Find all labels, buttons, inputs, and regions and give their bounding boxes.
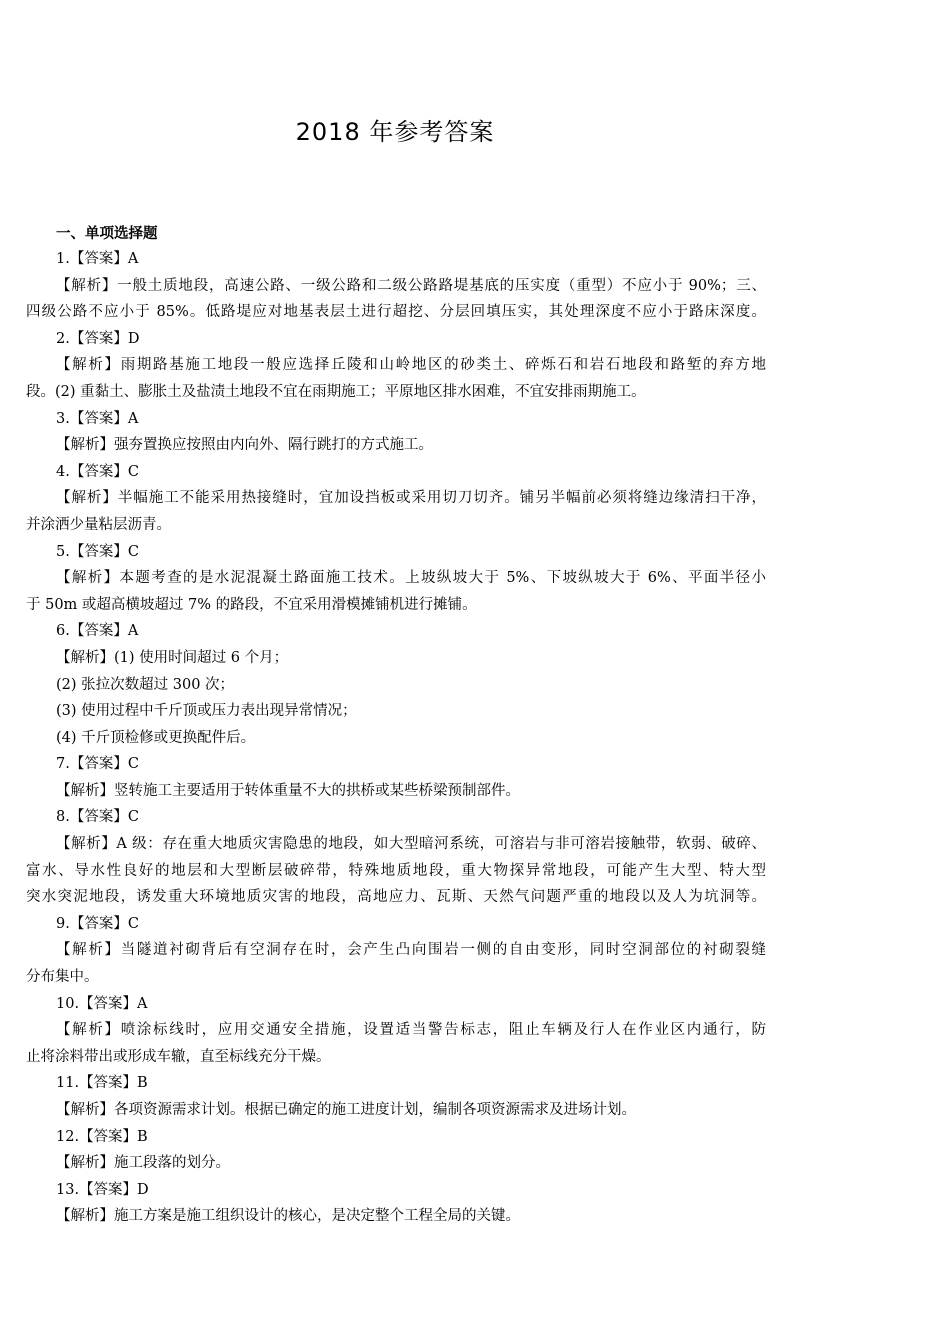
answer-line: 11.【答案】B	[56, 1075, 148, 1092]
explanation-line: 【解析】施工段落的划分。	[56, 1155, 230, 1172]
answer-line: 13.【答案】D	[56, 1181, 149, 1198]
explanation-line: 【解析】喷涂标线时，应用交通安全措施，设置适当警告标志，阻止车辆及行人在作业区内通行，防	[56, 1022, 766, 1039]
explanation-line: (3) 使用过程中千斤顶或压力表出现异常情况；	[56, 703, 357, 720]
answer-line: 10.【答案】A	[56, 995, 148, 1012]
answer-line: 3.【答案】A	[56, 410, 139, 427]
answer-line: 7.【答案】C	[56, 756, 139, 773]
explanation-line: 【解析】本题考查的是水泥混凝土路面施工技术。上坡纵坡大于 5%、下坡纵坡大于 6%、平面半径小	[56, 570, 766, 587]
page-title: 2018 年参考答案	[295, 118, 495, 146]
explanation-line: 四级公路不应小于 85%。低路堤应对地基表层土进行超挖、分层回填压实，其处理深度不应小于路床深度。	[26, 304, 766, 321]
section-heading: 一、单项选择题	[56, 226, 158, 242]
answer-line: 9.【答案】C	[56, 915, 139, 932]
explanation-line: 分布集中。	[26, 969, 99, 986]
explanation-line: 【解析】一般土质地段，高速公路、一级公路和二级公路路堤基底的压实度（重型）不应小于 90%；三、	[56, 277, 766, 294]
explanation-line: 突水突泥地段，诱发重大环境地质灾害的地段，高地应力、瓦斯、天然气问题严重的地段以及人为坑洞等。	[26, 889, 766, 906]
answer-line: 1.【答案】A	[56, 251, 139, 267]
explanation-line: 并涂洒少量粘层沥青。	[26, 516, 171, 533]
answer-list	[26, 246, 766, 1230]
explanation-line: 【解析】强夯置换应按照由内向外、隔行跳打的方式施工。	[56, 437, 433, 454]
explanation-line: 【解析】各项资源需求计划。根据已确定的施工进度计划，编制各项资源需求及进场计划。	[56, 1102, 636, 1118]
explanation-line: 【解析】施工方案是施工组织设计的核心，是决定整个工程全局的关键。	[56, 1208, 520, 1225]
answer-line: 4.【答案】C	[56, 463, 139, 480]
explanation-line: 段。(2) 重黏土、膨胀土及盐渍土地段不宜在雨期施工；平原地区排水困难，不宜安排雨期施工。	[26, 383, 646, 400]
explanation-line: 【解析】(1) 使用时间超过 6 个月；	[56, 649, 289, 666]
answer-line: 2.【答案】D	[56, 330, 140, 347]
explanation-line: 于 50m 或超高横坡超过 7% 的路段，不宜采用滑模摊铺机进行摊铺。	[26, 596, 477, 613]
explanation-line: (4) 千斤顶检修或更换配件后。	[56, 729, 256, 746]
explanation-line: 止将涂料带出或形成车辙，直至标线充分干燥。	[26, 1048, 331, 1065]
answer-line: 12.【答案】B	[56, 1128, 148, 1145]
explanation-line: 【解析】雨期路基施工地段一般应选择丘陵和山岭地区的砂类土、碎烁石和岩石地段和路堑的弃方地	[56, 357, 766, 374]
explanation-line: (2) 张拉次数超过 300 次；	[56, 676, 235, 693]
explanation-line: 【解析】A 级：存在重大地质灾害隐患的地段，如大型暗河系统，可溶岩与非可溶岩接触带，软弱、破碎、	[56, 836, 766, 853]
explanation-line: 【解析】竖转施工主要适用于转体重量不大的拱桥或某些桥梁预制部件。	[56, 782, 520, 799]
explanation-line: 富水、导水性良好的地层和大型断层破碎带，特殊地质地段，重大物探异常地段，可能产生大型、特大型	[26, 862, 766, 879]
explanation-line: 【解析】半幅施工不能采用热接缝时，宜加设挡板或采用切刀切齐。铺另半幅前必须将缝边缘清扫干净，	[56, 490, 766, 507]
answer-line: 6.【答案】A	[56, 623, 139, 640]
answer-line: 8.【答案】C	[56, 809, 139, 826]
explanation-line: 【解析】当隧道衬砌背后有空洞存在时，会产生凸向围岩一侧的自由变形，同时空洞部位的衬砌裂缝	[56, 942, 766, 959]
answer-line: 5.【答案】C	[56, 543, 139, 560]
